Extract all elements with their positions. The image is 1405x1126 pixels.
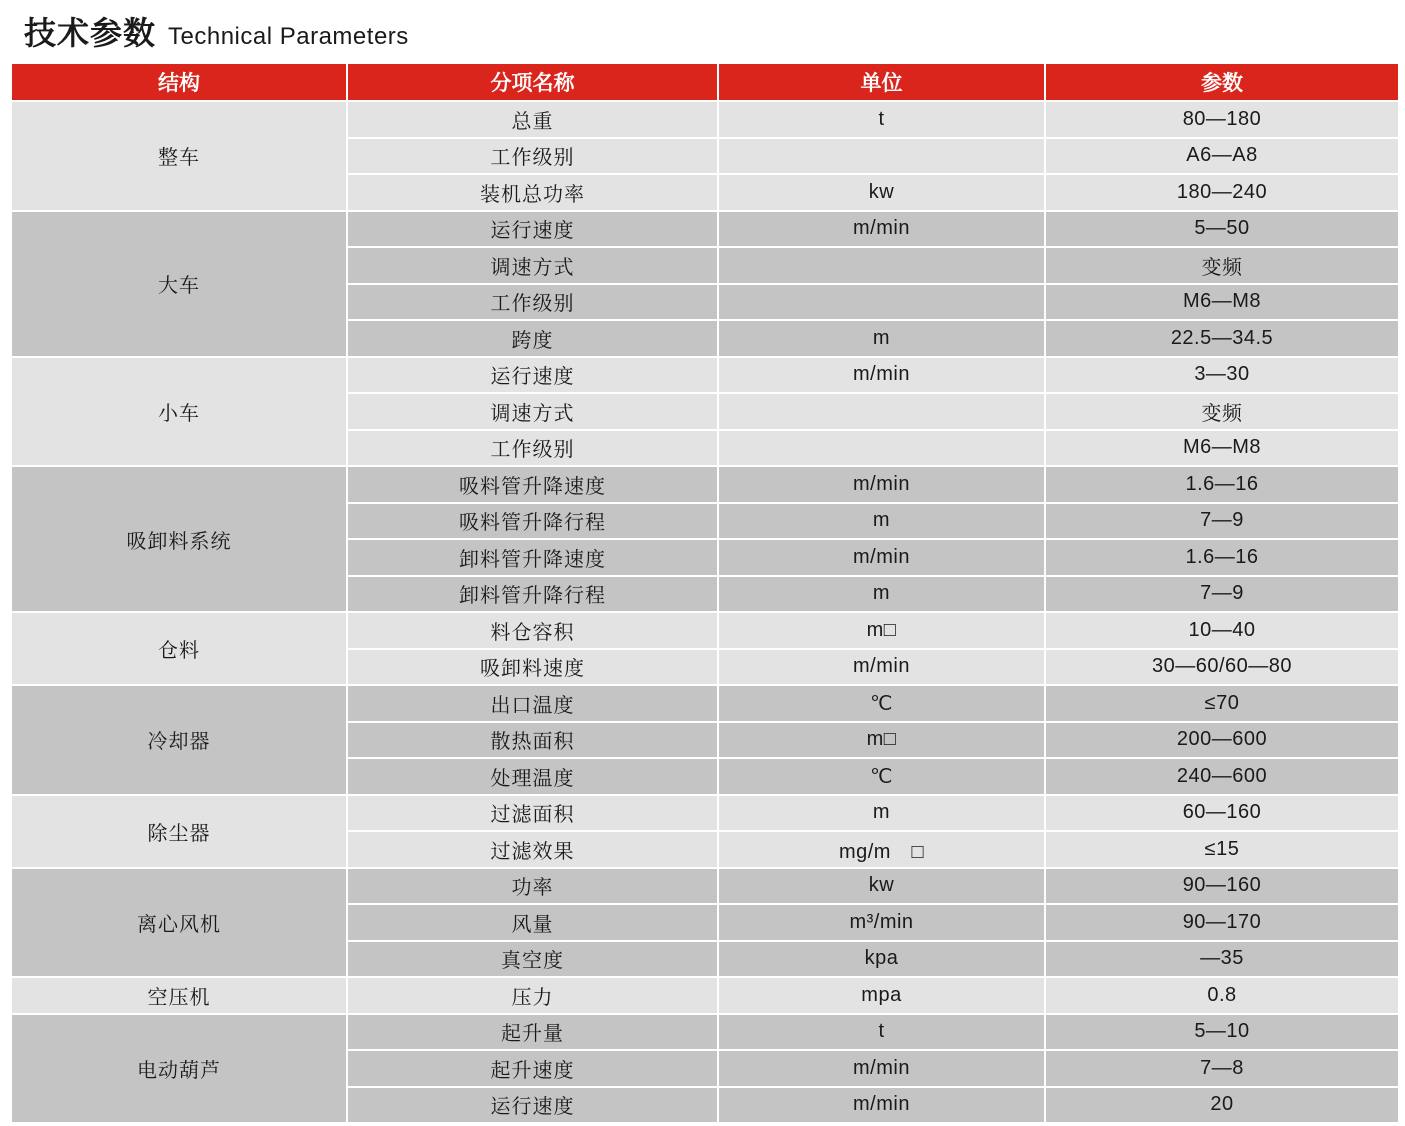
item-name-cell: 工作级别: [347, 430, 718, 467]
unit-cell: ℃: [718, 685, 1045, 722]
item-name-cell: 散热面积: [347, 722, 718, 759]
unit-cell: m/min: [718, 539, 1045, 576]
unit-cell: m/min: [718, 649, 1045, 686]
unit-cell: mpa: [718, 977, 1045, 1014]
title-chinese: 技术参数: [24, 14, 157, 52]
item-name-cell: 风量: [347, 904, 718, 941]
unit-cell: m³/min: [718, 904, 1045, 941]
unit-cell: [718, 247, 1045, 284]
item-name-cell: 过滤效果: [347, 831, 718, 868]
value-cell: 3—30: [1045, 357, 1398, 394]
item-name-cell: 吸料管升降速度: [347, 466, 718, 503]
group-name-cell: 冷却器: [12, 685, 347, 795]
unit-cell: mg/m □: [718, 831, 1045, 868]
table-row: [12, 466, 1398, 503]
unit-cell: m/min: [718, 1087, 1045, 1123]
value-cell: ≤70: [1045, 685, 1398, 722]
unit-cell: m/min: [718, 1050, 1045, 1087]
item-name-cell: 起升速度: [347, 1050, 718, 1087]
value-cell: 60—160: [1045, 795, 1398, 832]
table-row: [12, 357, 1398, 394]
item-name-cell: 工作级别: [347, 284, 718, 321]
table-row: [12, 685, 1398, 722]
table-row: [12, 795, 1398, 832]
group-name-cell: 小车: [12, 357, 347, 467]
value-cell: ≤15: [1045, 831, 1398, 868]
item-name-cell: 吸料管升降行程: [347, 503, 718, 540]
table-row: [12, 977, 1398, 1014]
group-name-cell: 吸卸料系统: [12, 466, 347, 612]
group-name-cell: 整车: [12, 101, 347, 211]
value-cell: 变频: [1045, 247, 1398, 284]
item-name-cell: 料仓容积: [347, 612, 718, 649]
item-name-cell: 真空度: [347, 941, 718, 978]
value-cell: 5—50: [1045, 211, 1398, 248]
item-name-cell: 调速方式: [347, 247, 718, 284]
item-name-cell: 装机总功率: [347, 174, 718, 211]
table-body: [12, 101, 1398, 1122]
unit-cell: m/min: [718, 357, 1045, 394]
unit-cell: m/min: [718, 211, 1045, 248]
unit-cell: m/min: [718, 466, 1045, 503]
unit-cell: kpa: [718, 941, 1045, 978]
value-cell: 变频: [1045, 393, 1398, 430]
item-name-cell: 运行速度: [347, 357, 718, 394]
item-name-cell: 过滤面积: [347, 795, 718, 832]
unit-cell: m: [718, 503, 1045, 540]
unit-cell: [718, 430, 1045, 467]
unit-cell: t: [718, 101, 1045, 138]
group-name-cell: 大车: [12, 211, 347, 357]
table-row: [12, 868, 1398, 905]
unit-cell: [718, 284, 1045, 321]
value-cell: 90—160: [1045, 868, 1398, 905]
item-name-cell: 运行速度: [347, 211, 718, 248]
value-cell: A6—A8: [1045, 138, 1398, 175]
value-cell: 7—9: [1045, 576, 1398, 613]
group-name-cell: 电动葫芦: [12, 1014, 347, 1123]
value-cell: —35: [1045, 941, 1398, 978]
unit-cell: [718, 138, 1045, 175]
item-name-cell: 起升量: [347, 1014, 718, 1051]
value-cell: 30—60/60—80: [1045, 649, 1398, 686]
value-cell: 5—10: [1045, 1014, 1398, 1051]
table-row: [12, 101, 1398, 138]
value-cell: 80—180: [1045, 101, 1398, 138]
group-name-cell: 离心风机: [12, 868, 347, 978]
item-name-cell: 吸卸料速度: [347, 649, 718, 686]
unit-cell: m: [718, 576, 1045, 613]
item-name-cell: 卸料管升降速度: [347, 539, 718, 576]
unit-cell: m: [718, 795, 1045, 832]
value-cell: 1.6—16: [1045, 539, 1398, 576]
unit-cell: [718, 393, 1045, 430]
table-header-row: [12, 64, 1398, 101]
item-name-cell: 工作级别: [347, 138, 718, 175]
technical-parameters-table: [12, 64, 1398, 1122]
value-cell: 10—40: [1045, 612, 1398, 649]
group-name-cell: 除尘器: [12, 795, 347, 868]
header-item-name: 分项名称: [347, 64, 718, 101]
value-cell: M6—M8: [1045, 430, 1398, 467]
table-row: [12, 612, 1398, 649]
value-cell: 240—600: [1045, 758, 1398, 795]
item-name-cell: 运行速度: [347, 1087, 718, 1123]
unit-cell: kw: [718, 868, 1045, 905]
header-unit: 单位: [718, 64, 1045, 101]
item-name-cell: 跨度: [347, 320, 718, 357]
value-cell: 0.8: [1045, 977, 1398, 1014]
table-row: [12, 1014, 1398, 1051]
group-name-cell: 空压机: [12, 977, 347, 1014]
unit-cell: m: [718, 320, 1045, 357]
table-row: [12, 211, 1398, 248]
value-cell: 22.5—34.5: [1045, 320, 1398, 357]
value-cell: 90—170: [1045, 904, 1398, 941]
unit-cell: ℃: [718, 758, 1045, 795]
title-english: Technical Parameters: [168, 23, 409, 50]
value-cell: 20: [1045, 1087, 1398, 1123]
value-cell: 200—600: [1045, 722, 1398, 759]
item-name-cell: 卸料管升降行程: [347, 576, 718, 613]
item-name-cell: 调速方式: [347, 393, 718, 430]
unit-cell: kw: [718, 174, 1045, 211]
item-name-cell: 处理温度: [347, 758, 718, 795]
header-structure: 结构: [12, 64, 347, 101]
value-cell: 1.6—16: [1045, 466, 1398, 503]
item-name-cell: 总重: [347, 101, 718, 138]
value-cell: 7—9: [1045, 503, 1398, 540]
group-name-cell: 仓料: [12, 612, 347, 685]
item-name-cell: 压力: [347, 977, 718, 1014]
unit-cell: m□: [718, 612, 1045, 649]
value-cell: 7—8: [1045, 1050, 1398, 1087]
unit-cell: m□: [718, 722, 1045, 759]
page-title: [24, 8, 409, 52]
value-cell: 180—240: [1045, 174, 1398, 211]
item-name-cell: 出口温度: [347, 685, 718, 722]
header-parameter: 参数: [1045, 64, 1398, 101]
unit-cell: t: [718, 1014, 1045, 1051]
item-name-cell: 功率: [347, 868, 718, 905]
value-cell: M6—M8: [1045, 284, 1398, 321]
